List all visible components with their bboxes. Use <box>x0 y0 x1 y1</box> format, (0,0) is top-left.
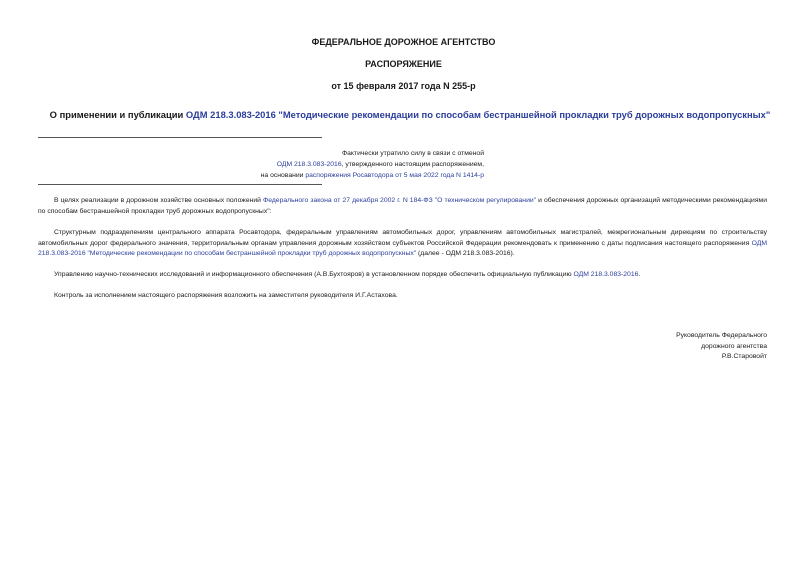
document-date-number: от 15 февраля 2017 года N 255-р <box>331 81 476 91</box>
signature-line2: дорожного агентства <box>701 342 767 350</box>
paragraph-3-text-a: Управлению научно-технических исследований и информационного обеспечения (А.В.Бухтояров) в установленном порядке обеспечить официальную публикацию <box>54 271 574 278</box>
status-note-line3-prefix: на основании <box>260 172 306 179</box>
status-note-line1: Фактически утратило силу в связи с отменой <box>341 150 484 157</box>
divider-bottom <box>38 184 322 185</box>
paragraph-2-text-a: Структурным подразделениям центрального аппарата Росавтодора, федеральным управлениям автомобильных дорог, управлениям автомобильных магистралей, межрегиональным дирекциям по строительству автомобильных дорог федерального значения, территориальным органам управления дорожным хозяйством субъектов Российской Федерации рекомендовать к применению с даты подписания настоящего распоряжения <box>38 229 767 247</box>
document-title <box>40 109 780 121</box>
paragraph-1 <box>38 196 767 217</box>
paragraph-2-odm-link[interactable]: ОДМ 218.3.083-2016 "Методические рекомендации по способам бестраншейной прокладки труб дорожных водопропускных" <box>38 239 767 257</box>
paragraph-4: Контроль за исполнением настоящего распоряжения возложить на заместителя руководителя И.Г.Астахова. <box>54 292 398 299</box>
paragraph-3-text-b: . <box>638 271 641 278</box>
status-note-order-link[interactable]: распоряжения Росавтодора от 5 мая 2022 года N 1414-р <box>305 172 484 179</box>
status-note <box>38 148 484 181</box>
status-note-odm-link[interactable]: ОДМ 218.3.083-2016 <box>276 161 342 168</box>
document-type: РАСПОРЯЖЕНИЕ <box>365 59 442 69</box>
divider-top <box>38 137 322 138</box>
paragraph-1-text-b: и обеспечения дорожных организаций методическими рекомендациями по способам бестраншейной прокладки труб дорожных водопропускных": <box>38 197 767 215</box>
federal-law-link[interactable]: Федерального закона от 27 декабря 2002 г. N 184-ФЗ "О техническом регулировании" <box>263 197 537 204</box>
paragraph-3 <box>38 270 767 281</box>
agency-name: ФЕДЕРАЛЬНОЕ ДОРОЖНОЕ АГЕНТСТВО <box>311 37 496 47</box>
paragraph-3-odm-link[interactable]: ОДМ 218.3.083-2016 <box>573 271 639 278</box>
signature-block <box>676 331 767 363</box>
status-note-line3 <box>38 170 484 181</box>
status-note-line2-text: , утвержденного настоящим распоряжением, <box>341 161 484 168</box>
signature-name: Р.В.Старовойт <box>721 353 767 360</box>
paragraph-2-text-b: (далее - ОДМ 218.3.083-2016). <box>416 250 515 257</box>
title-prefix: О применении и публикации <box>49 109 186 120</box>
paragraph-2 <box>38 228 767 260</box>
status-note-line2 <box>38 159 484 170</box>
paragraph-1-text-a: В целях реализации в дорожном хозяйстве основных положений <box>54 197 264 204</box>
title-link-odm[interactable]: ОДМ 218.3.083-2016 "Методические рекомендации по способам бестраншейной прокладки труб дорожных водопропускных" <box>185 109 771 120</box>
signature-line1: Руководитель Федерального <box>676 332 767 339</box>
